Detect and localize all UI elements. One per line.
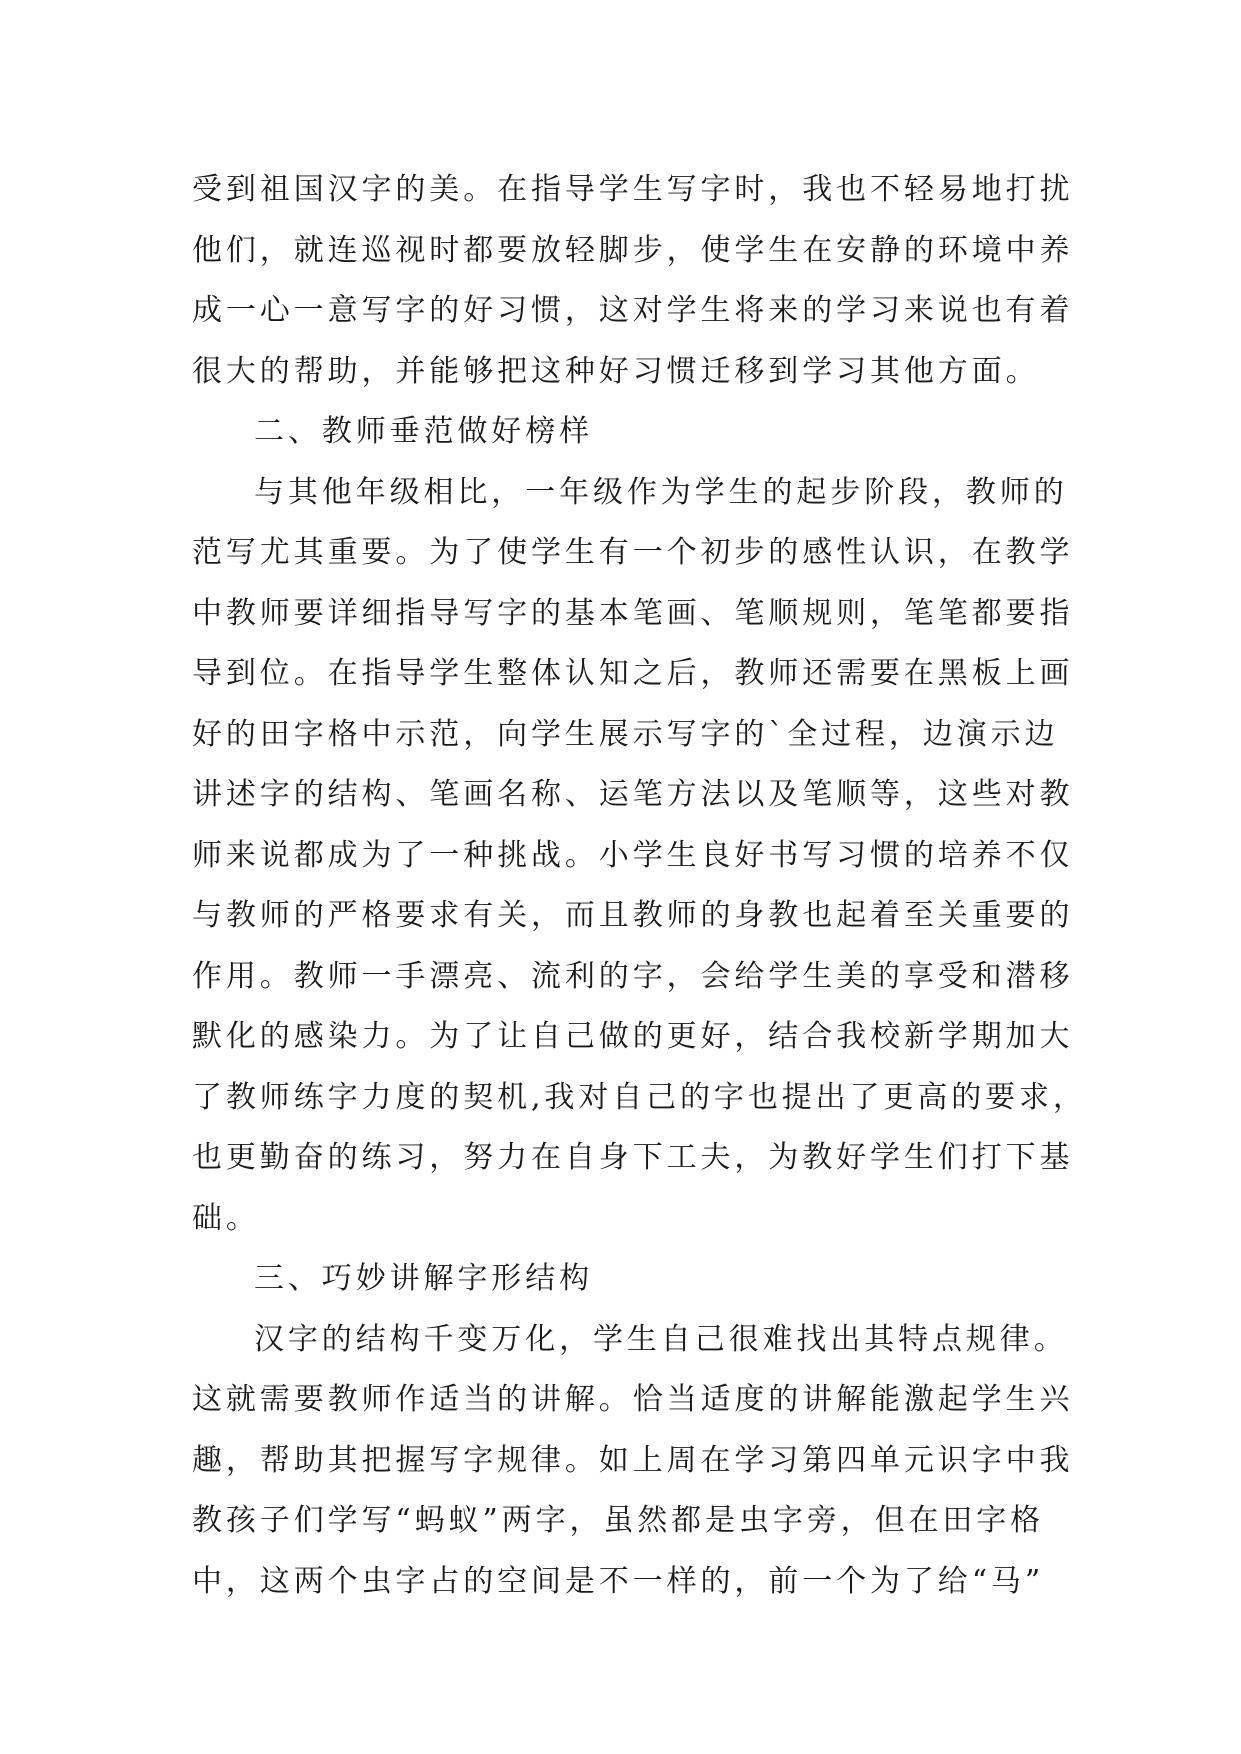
text-line: 趣，帮助其把握写字规律。如上周在学习第四单元识字中我 bbox=[192, 1442, 1074, 1478]
text-line: 这就需要教师作适当的讲解。恰当适度的讲解能激起学生兴 bbox=[192, 1382, 1074, 1417]
text-line: 很大的帮助，并能够把这种好习惯迁移到学习其他方面。 bbox=[192, 353, 1040, 389]
text-line: 中，这两个虫字占的空间是不一样的，前一个为了给“马” bbox=[192, 1563, 1045, 1599]
text-line: 他们，就连巡视时都要放轻脚步，使学生在安静的环境中养 bbox=[192, 232, 1074, 268]
text-line: 范写尤其重要。为了使学生有一个初步的感性认识，在教学 bbox=[192, 535, 1074, 570]
text-line: 教孩子们学写“蚂蚁”两字，虽然都是虫字旁，但在田字格 bbox=[192, 1503, 1045, 1538]
text-line: 成一心一意写字的好习惯，这对学生将来的学习来说也有着 bbox=[192, 293, 1074, 328]
text-line: 与教师的严格要求有关，而且教师的身教也起着至关重要的 bbox=[192, 898, 1074, 933]
text-line: 汉字的结构千变万化，学生自己很难找出其特点规律。 bbox=[254, 1321, 1068, 1357]
text-line: 作用。教师一手漂亮、流利的字，会给学生美的享受和潜移 bbox=[192, 958, 1074, 994]
text-line: 中教师要详细指导写字的基本笔画、笔顺规则，笔笔都要指 bbox=[192, 595, 1074, 631]
text-line: 讲述字的结构、笔画名称、运笔方法以及笔顺等，这些对教 bbox=[192, 777, 1074, 812]
text-line: 础。 bbox=[192, 1200, 260, 1236]
body-text bbox=[192, 160, 1087, 1612]
text-line: 默化的感染力。为了让自己做的更好，结合我校新学期加大 bbox=[192, 1019, 1074, 1054]
text-line: 也更勤奋的练习，努力在自身下工夫，为教好学生们打下基 bbox=[192, 1140, 1074, 1175]
text-line: 好的田字格中示范，向学生展示写字的`全过程，边演示边 bbox=[192, 716, 1059, 752]
text-line: 与其他年级相比，一年级作为学生的起步阶段，教师的 bbox=[254, 474, 1068, 510]
section-heading: 二、教师垂范做好榜样 bbox=[254, 414, 593, 449]
text-line: 了教师练字力度的契机,我对自己的字也提出了更高的要求， bbox=[192, 1079, 1087, 1115]
text-line: 受到祖国汉字的美。在指导学生写字时，我也不轻易地打扰 bbox=[192, 172, 1074, 207]
text-line: 师来说都成为了一种挑战。小学生良好书写习惯的培养不仅 bbox=[192, 837, 1074, 873]
section-heading: 三、巧妙讲解字形结构 bbox=[254, 1261, 593, 1296]
text-line: 导到位。在指导学生整体认知之后，教师还需要在黑板上画 bbox=[192, 656, 1074, 691]
